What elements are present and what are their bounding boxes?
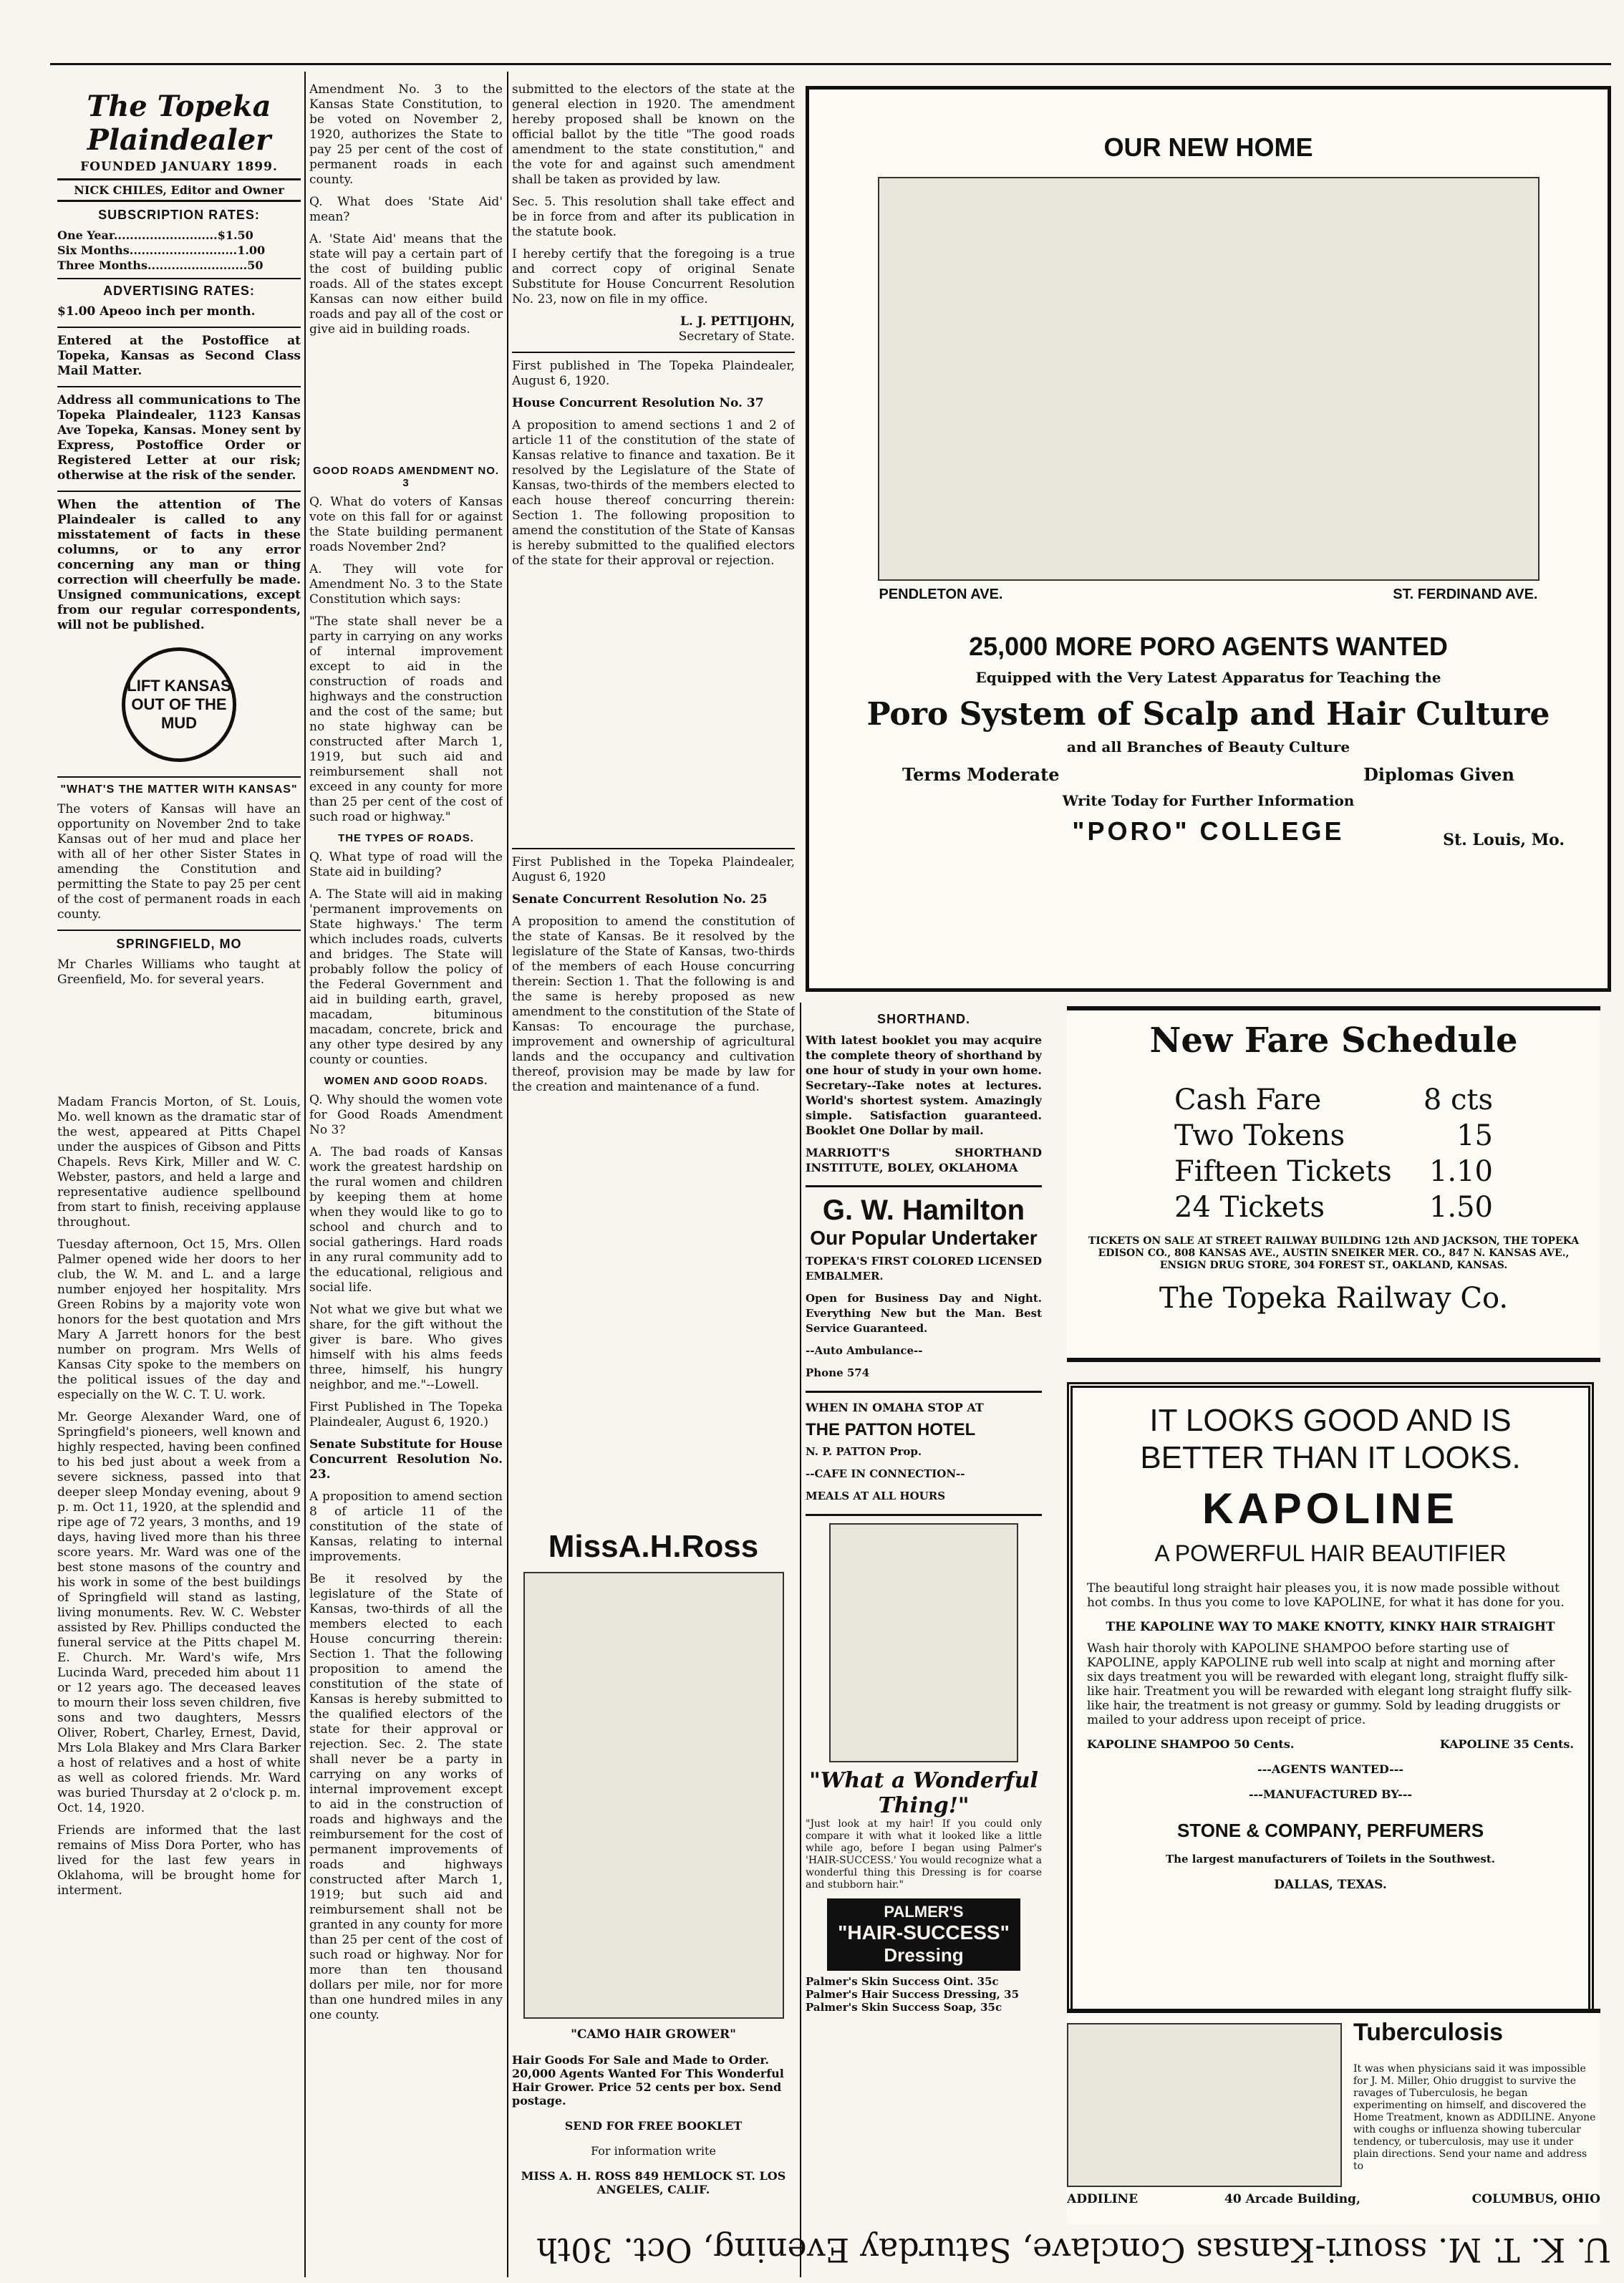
tuberculosis-text: It was when physicians said it was impossible for J. M. Miller, Ohio druggist to survive the ravages of Tuberculosis, he began experimenting on himself, and discovered the Home Treatment, known as ADDILINE. Anyone with coughs or influenza showing tubercular tendency, or tuberculosis, may use it under plain directions. Send your name and address to <box>1353 2063 1596 2172</box>
answer-3: A. The State will aid in making 'permanent improvements on State highways.' The term which includes roads, culverts and bridges. The State will probably follow the policy of the Federal Government and aid in building earth, gravel, macadam, bituminous macadam, concrete, brick and any other type desired by any county or counties. <box>309 887 503 1067</box>
springfield-para-1: Mr Charles Williams who taught at Greenfield, Mo. for several years. <box>57 957 301 987</box>
poro-street-labels <box>879 587 1538 603</box>
poro-agents-wanted: 25,000 MORE PORO AGENTS WANTED <box>969 632 1448 661</box>
upside-down-footer-text: U. K. T. M. ssouri-Kansas Conclave, Saturday Evening, Oct. 30th <box>536 2231 1611 2269</box>
kapoline-shampoo-price: KAPOLINE SHAMPOO 50 Cents. <box>1087 1737 1295 1751</box>
kapoline-manufactured: ---MANUFACTURED BY--- <box>1249 1787 1412 1801</box>
certify-text: I hereby certify that the foregoing is a true and correct copy of original Senate Substitute for House Concurrent Resolution No. 23, now on file in my office. <box>512 247 795 307</box>
tuberculosis-portraits <box>1067 2023 1342 2187</box>
fare-note: TICKETS ON SALE AT STREET RAILWAY BUILDING 12th AND JACKSON, THE TOPEKA EDISON CO., 808 KANSAS AVE., AUSTIN SNEIKER MER. CO., 847 N. KANSAS AVE., ENSIGN DRUG STORE, 304 FOREST ST., OAKLAND, KANSAS. <box>1088 1235 1580 1271</box>
springfield-para-2: Madam Francis Morton, of St. Louis, Mo. well known as the dramatic star of the west, appeared at Pitts Chapel under the auspices of Gibson and Pitts Chapels. Revs Kirk, Miller and W. C. Webster, pastors, and held a large and representative audience spellbound from start to finish, receiving applause throughout. <box>57 1095 301 1230</box>
palmer-price-item: Palmer's Skin Success Soap, 35c <box>806 2001 1002 2014</box>
answer-4: A. The bad roads of Kansas work the greatest hardship on the rural women and children by keeping them at home when they would like to go to school and church and to social gatherings. Hard roads in any rural community add to the educational, religious and social life. <box>309 1145 503 1295</box>
hamilton-open: Open for Business Day and Night. Everything New but the Man. Best Service Guaranteed. <box>806 1292 1042 1335</box>
palmer-brand: PALMER'S <box>884 1903 964 1921</box>
palmer-headline: "What a Wonderful Thing!" <box>809 1768 1038 1818</box>
ross-product: "CAMO HAIR GROWER" <box>571 2027 736 2042</box>
shorthand-signature: MARRIOTT'S SHORTHAND INSTITUTE, BOLEY, OKLAHOMA <box>806 1146 1042 1174</box>
poro-college-row <box>809 816 1608 859</box>
fare-row <box>1067 1154 1600 1189</box>
kapoline-way: THE KAPOLINE WAY TO MAKE KNOTTY, KINKY HAIR STRAIGHT <box>1106 1620 1555 1634</box>
fare-price: 15 <box>1456 1119 1493 1152</box>
address-notice: Address all communications to The Topeka Plaindealer, 1123 Kansas Ave Topeka, Kansas. Money sent by Express, Postoffice Order or Registered Letter at our risk; otherwise at the risk of the sender. <box>57 386 301 483</box>
tuberculosis-brand: ADDILINE <box>1067 2192 1139 2206</box>
subscription-title: SUBSCRIPTION RATES: <box>98 208 260 222</box>
types-of-roads-heading: THE TYPES OF ROADS. <box>338 832 474 844</box>
palmer-dressing: Dressing <box>884 1944 964 1966</box>
palmer-price-item: Palmer's Skin Success Oint. 35c <box>806 1975 999 1988</box>
attention-notice: When the attention of The Plaindealer is called to any misstatement of facts in these columns, or to any error concerning any man or thing correction will cheerfully be made. Unsigned communications, except from our regular correspondents, will not be published. <box>57 491 301 633</box>
fare-label: Cash Fare <box>1174 1083 1322 1116</box>
advertising-text: $1.00 Apeoo inch per month. <box>57 304 256 319</box>
kapoline-brand: KAPOLINE <box>1202 1485 1459 1533</box>
kapoline-largest: The largest manufacturers of Toilets in the Southwest. <box>1165 1853 1496 1866</box>
advertising-title: ADVERTISING RATES: <box>57 278 301 299</box>
springfield-para-4: Mr. George Alexander Ward, one of Springfield's pioneers, well known and highly respected, having been confined to his bed just about a week from a severe sickness, passed into that deeper sleep Monday evening, about 9 p. m. Oct 11, 1920, at the splendid and ripe age of 72 years, 3 months, and 19 days, having lived more than his three score years. Mr. Ward was one of the best stone masons of the country and his work in some of the best buildings of Springfield will stand as lasting, living monuments. Rev. W. C. Webster assisted by Rev. Phillips conducted the funeral service at the Pitts chapel M. E. Church. Mr. Ward's wife, Mrs Lucinda Ward, preceded him about 11 or 12 years ago. The deceased leaves to mourn their loss seven children, five sons and two daughters, Messrs Oliver, Robert, Charley, Ernest, David, Mrs Lola Blakey and Mrs Clara Barker a host of relatives and a host of white as well as colored friends. Mr. Ward was buried Thursday at 2 o'clock p. m. Oct. 14, 1920. <box>57 1410 301 1815</box>
poro-system: Poro System of Scalp and Hair Culture <box>866 696 1550 733</box>
column-4 <box>806 1006 1042 2274</box>
ross-free-booklet: SEND FOR FREE BOOKLET <box>564 2119 743 2133</box>
column-rule <box>800 1003 801 2277</box>
resolution-25-title: Senate Concurrent Resolution No. 25 <box>512 892 768 907</box>
amendment-continuation: submitted to the electors of the state at the general election in 1920. The amendment hereby proposed shall be known on the official ballot by the title "The good roads amendment to the state constitution," and the vote for and against such amendment shall be taken as provided by law. <box>512 82 795 187</box>
kapoline-company: STONE & COMPANY, PERFUMERS <box>1176 1820 1484 1841</box>
fare-price: 8 cts <box>1423 1083 1493 1116</box>
hamilton-auto: --Auto Ambulance-- <box>806 1344 923 1357</box>
fare-row <box>1067 1189 1600 1225</box>
subscription-rates <box>57 228 301 272</box>
street-label-pendleton: PENDLETON AVE. <box>879 587 1003 602</box>
resolution-title: Senate Substitute for House Concurrent Resolution No. 23. <box>309 1437 503 1482</box>
patton-hotel: THE PATTON HOTEL <box>806 1420 976 1439</box>
column-rule <box>304 72 306 2277</box>
tuberculosis-address: 40 Arcade Building, <box>1224 2192 1360 2206</box>
faded-text-area <box>309 344 503 459</box>
poro-building-illustration <box>878 177 1540 581</box>
ross-name: MissA.H.Ross <box>548 1529 759 1564</box>
shorthand-title: SHORTHAND. <box>877 1012 970 1026</box>
whatothers-say-graphic <box>57 995 301 1095</box>
column-rule <box>507 72 508 2277</box>
palmer-text: "Just look at my hair! If you could only compare it with what it looked like a little while ago, before I began using Palmer's 'HAIR-SUCCESS.' You would recognize what a wonderful thing this Dressing is for coarse and stubborn hair." <box>806 1818 1042 1891</box>
hamilton-embalmer: TOPEKA'S FIRST COLORED LICENSED EMBALMER. <box>806 1255 1042 1283</box>
resolution-25-text: A proposition to amend the constitution of the state of Kansas. Be it resolved by the legislature of the State of Kansas, two-thirds of the members of each House concurring therein: Section 1. That the following is and the same is hereby proposed as new amendment to the constitution of the State of Kansas: To encourage the purchase, improvement and ownership of agricultural lands and the occupancy and cultivation thereof, provision may be made by law for the creation and maintenance of a fund. <box>512 914 795 1094</box>
kapoline-agents: ---AGENTS WANTED--- <box>1257 1762 1404 1776</box>
question-1: Q. What does 'State Aid' mean? <box>309 195 503 224</box>
subscription-row: Three Months.........................50 <box>57 259 264 272</box>
palmer-product: "HAIR-SUCCESS" <box>838 1921 1010 1944</box>
signer-title: Secretary of State. <box>678 329 795 344</box>
resolution-text: A proposition to amend section 8 of article 11 of the constitution of the state of Kansas, relating to internal improvements. <box>309 1490 503 1564</box>
lift-kansas-seal: LIFT KANSAS OUT OF THE MUD <box>122 647 236 762</box>
masthead: The Topeka Plaindealer <box>87 90 271 157</box>
poro-equipped: Equipped with the Very Latest Apparatus for Teaching the <box>975 669 1441 686</box>
fare-table <box>1067 1082 1600 1225</box>
shorthand-text: With latest booklet you may acquire the complete theory of shorthand by one hour of study in your own home. Secretary--Take notes at lectures. World's shortest system. Amazingly simple. Satisfaction guaranteed. Booklet One Dollar by mail. <box>806 1033 1042 1137</box>
springfield-para-3: Tuesday afternoon, Oct 15, Mrs. Ollen Palmer opened wide her doors to her club, the W. M. and L. and a large number enjoyed her hospitality. Mrs Green Robins by a majority vote won honors for the best quotation and Mrs Mary A Jarrett honors for the best number on program. Mrs Wells of Kansas City spoke to the members on the political issues of the day and especially on the W. C. T. U. work. <box>57 1237 301 1402</box>
poro-college: "PORO" COLLEGE <box>1072 816 1345 846</box>
founded-line: FOUNDED JANUARY 1899. <box>80 160 278 174</box>
hamilton-name: G. W. Hamilton <box>822 1194 1025 1226</box>
tuberculosis-city: COLUMBUS, OHIO <box>1471 2192 1600 2206</box>
patton-proprietor: N. P. PATTON Prop. <box>806 1445 922 1458</box>
subscription-row: Six Months...........................1.00 <box>57 243 266 257</box>
fare-price: 1.50 <box>1429 1191 1493 1224</box>
hamilton-phone: Phone 574 <box>806 1366 870 1379</box>
good-roads-heading: GOOD ROADS AMENDMENT NO. 3 <box>312 465 500 489</box>
subscription-row: One Year..........................$1.50 <box>57 228 253 242</box>
top-rule <box>50 63 1611 65</box>
amendment-quote: "The state shall never be a party in carrying on any works of internal improvement except to aid in the construction of roads and highways and the construction and the cost of the same; but no state highway can be constructed after March 1, 1919, but such aid and reimbursement shall not exceed in any county for more than 25 per cent of the cost of such road or highway." <box>309 614 503 824</box>
question-4: Q. Why should the women vote for Good Roads Amendment No 3? <box>309 1093 503 1137</box>
kapoline-tagline: A POWERFUL HAIR BEAUTIFIER <box>1154 1540 1507 1566</box>
kapoline-city: DALLAS, TEXAS. <box>1274 1878 1387 1892</box>
fare-label: Two Tokens <box>1174 1119 1345 1152</box>
poro-advertisement <box>806 86 1611 992</box>
section-5: Sec. 5. This resolution shall take effect and be in force from and after its publication in the statute book. <box>512 195 795 239</box>
column-1 <box>57 82 301 2274</box>
kapoline-text-1: The beautiful long straight hair pleases you, it is now made possible without hot combs. In thus you come to love KAPOLINE, for what it has done for you. <box>1087 1581 1565 1610</box>
column-2 <box>309 82 503 2274</box>
answer-2: A. They will vote for Amendment No. 3 to the State Constitution which says: <box>309 562 503 607</box>
publication-note: First Published in The Topeka Plaindealer, August 6, 1920.) <box>309 1400 503 1429</box>
kapoline-text-2: Wash hair thoroly with KAPOLINE SHAMPOO before starting use of KAPOLINE, apply KAPOLINE rub well into scalp at night and morning after six days treatment you will be rewarded with elegant long, straight fluffy silk-like hair. Treatment you will be rewarded with elegant long straight fluffy silk-like hair, the treatment is not greasy or gummy. Sold by leading druggists or mailed to your address upon receipt of price. <box>1087 1641 1572 1727</box>
ross-portrait <box>523 1572 784 2019</box>
lowell-poem: Not what we give but what we share, for the gift without the giver is bare. Who gives himself with his alms feeds three, himself, his hungry neighbor, and me."--Lowell. <box>309 1303 503 1392</box>
patton-meals: MEALS AT ALL HOURS <box>806 1490 946 1502</box>
poro-terms-row <box>809 764 1608 785</box>
palmer-badge <box>827 1898 1020 1971</box>
poro-terms: Terms Moderate <box>902 764 1060 785</box>
poro-home-title: OUR NEW HOME <box>1103 132 1313 162</box>
kapoline-price: KAPOLINE 35 Cents. <box>1439 1737 1574 1751</box>
hamilton-ad <box>806 1185 1042 1381</box>
signer-name: L. J. PETTIJOHN, <box>680 314 795 329</box>
fare-schedule-ad <box>1067 1006 1600 1362</box>
palmer-portrait <box>829 1523 1018 1762</box>
palmer-price-item: Palmer's Hair Success Dressing, 35 <box>806 1988 1020 2001</box>
ross-text: Hair Goods For Sale and Made to Order. 20,000 Agents Wanted For This Wonderful Hair Grower. Price 52 cents per box. Send postage. <box>512 2053 784 2108</box>
poro-diplomas: Diplomas Given <box>1363 764 1514 785</box>
street-label-ferdinand: ST. FERDINAND AVE. <box>1393 587 1538 602</box>
fare-label: Fifteen Tickets <box>1174 1155 1392 1188</box>
owner-line: NICK CHILES, Editor and Owner <box>57 178 301 202</box>
publication-note-1: First published in The Topeka Plaindealer, August 6, 1920. <box>512 352 795 389</box>
kapoline-headline: IT LOOKS GOOD AND IS BETTER THAN IT LOOKS. <box>1140 1403 1521 1475</box>
hamilton-title: Our Popular Undertaker <box>810 1227 1038 1249</box>
publication-note-2: First Published in the Topeka Plaindealer, August 6, 1920 <box>512 848 795 885</box>
ross-advertisement <box>512 1522 795 2267</box>
women-roads-heading: WOMEN AND GOOD ROADS. <box>324 1075 488 1087</box>
springfield-para-5: Friends are informed that the last remains of Miss Dora Porter, who has lived for the last few years in Oklahoma, will be brought home for interment. <box>57 1823 301 1898</box>
resolution-body: Be it resolved by the legislature of the State of Kansas, two-thirds of all the members elected to each House concurring therein: Section 1. That the following proposition to amend the constitution of the state of Kansas is hereby submitted to the qualified electors of the state for their approval or rejection. Sec. 2. The state shall never be a party in carrying on any works of internal improvement except to aid in the construction of roads and highways and the reimbursement for the cost of permanent improvements of roads and highways constructed after March 1, 1919; but such aid and reimbursement shall not be granted in any county for more than 25 per cent of the cost of such road or highway. Nor for more than ten thousand dollars per mile, nor for more than one hundred miles in any one county. <box>309 1572 503 2022</box>
fare-label: 24 Tickets <box>1174 1191 1325 1224</box>
poro-city: St. Louis, Mo. <box>1443 831 1565 849</box>
entered-notice: Entered at the Postoffice at Topeka, Kansas as Second Class Mail Matter. <box>57 327 301 379</box>
question-2: Q. What do voters of Kansas vote on this fall for or against the State building permanent roads November 2nd? <box>309 495 503 554</box>
palmer-price-list <box>806 1975 1042 2014</box>
patton-omaha: WHEN IN OMAHA STOP AT <box>806 1401 984 1414</box>
tuberculosis-title: Tuberculosis <box>1353 2019 1504 2046</box>
fare-row <box>1067 1082 1600 1118</box>
palmer-ad <box>806 1514 1042 2014</box>
resolution-37-text: A proposition to amend sections 1 and 2 of article 11 of the constitution of the state of Kansas relative to finance and taxation. Be it resolved by the Legislature of the State of Kansas, two-thirds of the members elected to each house thereof concurring therein: Section 1. The following proposition to amend the constitution of the State of Kansas is hereby submitted to the qualified electors of the state for their approval or rejection. <box>512 418 795 568</box>
matter-title: "WHAT'S THE MATTER WITH KANSAS" <box>57 776 301 796</box>
matter-text: The voters of Kansas will have an opportunity on November 2nd to take Kansas out of her mud and place her with all of her other Sister States in amending the Constitution and permitting the State to pay 25 per cent of the cost of permanent roads in each county. <box>57 802 301 922</box>
patton-ad <box>806 1391 1042 1504</box>
amendment-intro: Amendment No. 3 to the Kansas State Constitution, to be voted on November 2, 1920, authorizes the State to pay 25 per cent of the cost of permanent roads in each county. <box>309 82 503 187</box>
fare-row <box>1067 1118 1600 1154</box>
fare-title: New Fare Schedule <box>1149 1020 1518 1061</box>
tuberculosis-ad <box>1067 2009 1600 2224</box>
faded-text-area <box>512 576 795 848</box>
patton-cafe: --CAFE IN CONNECTION-- <box>806 1467 965 1480</box>
fare-price: 1.10 <box>1429 1155 1493 1188</box>
ross-info: For information write <box>591 2144 716 2158</box>
column-3 <box>512 82 795 1515</box>
poro-write: Write Today for Further Information <box>1062 792 1355 809</box>
answer-1: A. 'State Aid' means that the state will pay a certain part of the cost of building public roads. All of the states except Kansas can now either build roads and pay all of the cost or give aid in building roads. <box>309 232 503 337</box>
poro-branches: and all Branches of Beauty Culture <box>1066 738 1350 756</box>
ross-address: MISS A. H. ROSS 849 HEMLOCK ST. LOS ANGELES, CALIF. <box>521 2169 786 2196</box>
railway-company: The Topeka Railway Co. <box>1159 1282 1509 1315</box>
kapoline-prices <box>1087 1737 1574 1751</box>
resolution-37-title: House Concurrent Resolution No. 37 <box>512 396 764 410</box>
springfield-heading: SPRINGFIELD, MO <box>57 930 301 952</box>
question-3: Q. What type of road will the State aid in building? <box>309 850 503 879</box>
